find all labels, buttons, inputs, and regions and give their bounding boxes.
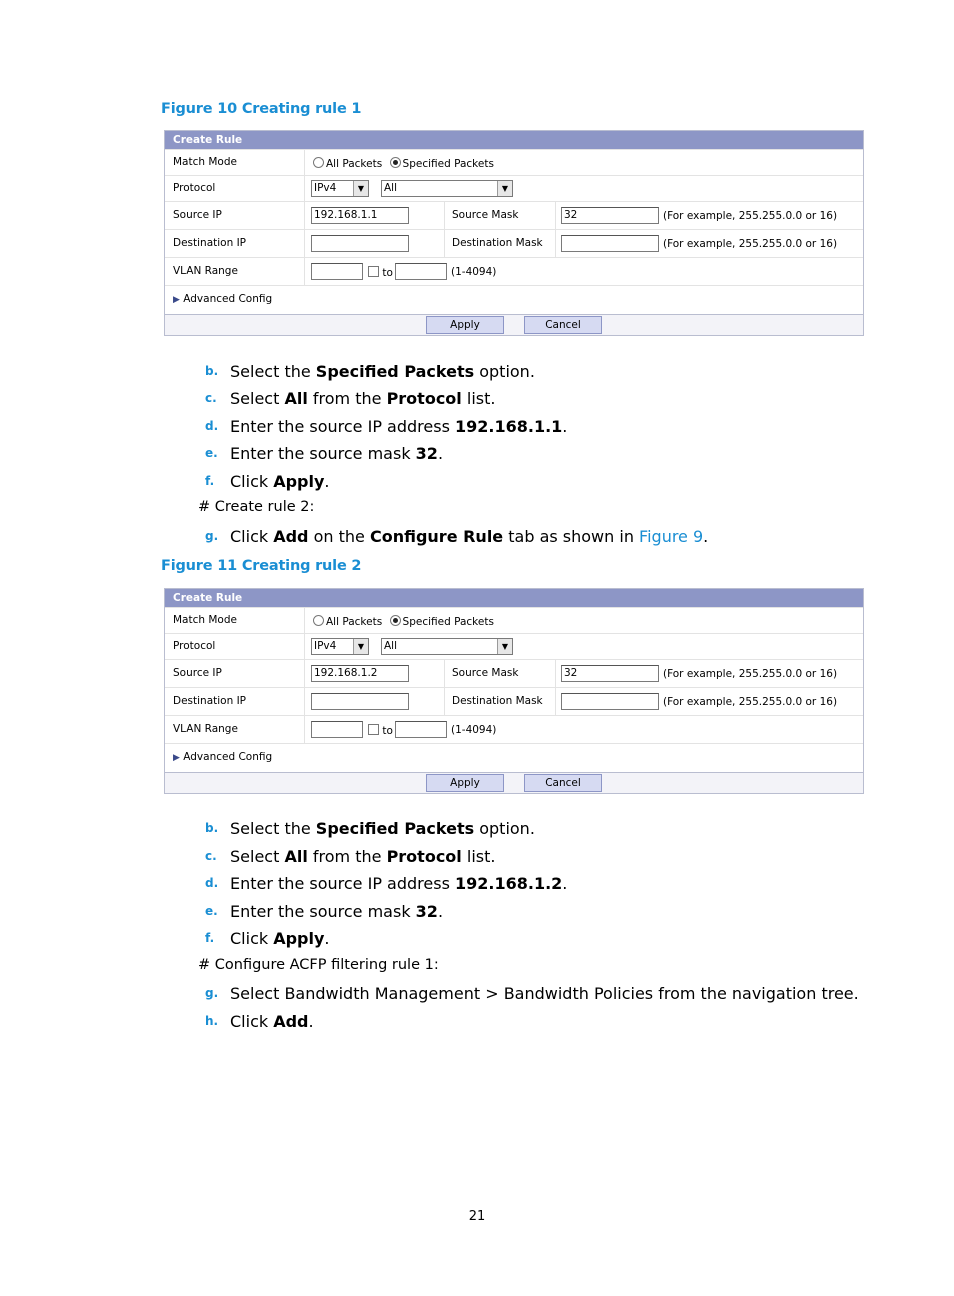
- source-mask-input[interactable]: 32: [561, 665, 659, 682]
- advanced-row: [165, 285, 863, 314]
- vlan-end-input[interactable]: [395, 263, 447, 280]
- source-row: [165, 201, 863, 229]
- destination-mask-input[interactable]: [561, 693, 659, 710]
- all-packets-radio[interactable]: [313, 157, 324, 168]
- note-text: # Create rule 2:: [198, 499, 315, 515]
- destination-row: [165, 229, 863, 257]
- chevron-down-icon: ▼: [497, 181, 512, 196]
- mask-hint: (For example, 255.255.0.0 or 16): [663, 238, 838, 250]
- all-packets-label: All Packets: [326, 616, 383, 628]
- button-bar: [165, 314, 863, 335]
- vlan-row: [165, 257, 863, 285]
- specified-packets-radio[interactable]: [390, 157, 401, 168]
- vlan-range-label: VLAN Range: [173, 723, 238, 735]
- source-mask-label: Source Mask: [452, 667, 519, 679]
- vlan-row: [165, 715, 863, 743]
- all-packets-label: All Packets: [326, 158, 383, 170]
- source-ip-input[interactable]: 192.168.1.1: [311, 207, 409, 224]
- triangle-right-icon: ▶: [173, 753, 180, 763]
- protocol-label: Protocol: [173, 640, 216, 652]
- figure-caption: Figure 11 Creating rule 2: [161, 558, 362, 574]
- panel-header: Create Rule: [165, 589, 863, 607]
- protocol-select[interactable]: IPv4 ▼: [311, 638, 369, 655]
- destination-row: [165, 687, 863, 715]
- figure-caption: Figure 10 Creating rule 1: [161, 101, 362, 117]
- match-mode-label: Match Mode: [173, 614, 237, 626]
- note-text: # Configure ACFP filtering rule 1:: [198, 957, 439, 973]
- triangle-right-icon: ▶: [173, 295, 180, 305]
- cancel-button[interactable]: Cancel: [524, 774, 602, 792]
- source-ip-label: Source IP: [173, 667, 222, 679]
- protocol-sub-select[interactable]: All ▼: [381, 638, 513, 655]
- match-mode-row: [165, 149, 863, 175]
- advanced-config-toggle[interactable]: ▶ Advanced Config: [173, 293, 273, 305]
- vlan-start-input[interactable]: [311, 721, 363, 738]
- destination-ip-input[interactable]: [311, 693, 409, 710]
- destination-mask-label: Destination Mask: [452, 237, 543, 249]
- source-ip-label: Source IP: [173, 209, 222, 221]
- protocol-sub-select[interactable]: All ▼: [381, 180, 513, 197]
- vlan-checkbox[interactable]: [368, 266, 379, 277]
- vlan-checkbox[interactable]: [368, 724, 379, 735]
- vlan-to-label: to: [382, 725, 393, 737]
- create-rule-panel: [164, 130, 864, 336]
- destination-mask-input[interactable]: [561, 235, 659, 252]
- vlan-hint: (1-4094): [451, 266, 497, 278]
- mask-hint: (For example, 255.255.0.0 or 16): [663, 210, 838, 222]
- vlan-hint: (1-4094): [451, 724, 497, 736]
- specified-packets-radio[interactable]: [390, 615, 401, 626]
- source-row: [165, 659, 863, 687]
- protocol-select[interactable]: IPv4 ▼: [311, 180, 369, 197]
- figure-link[interactable]: Figure 9: [639, 527, 704, 546]
- vlan-range-label: VLAN Range: [173, 265, 238, 277]
- protocol-row: [165, 633, 863, 659]
- specified-packets-label: Specified Packets: [402, 158, 494, 170]
- cancel-button[interactable]: Cancel: [524, 316, 602, 334]
- chevron-down-icon: ▼: [353, 181, 368, 196]
- all-packets-radio[interactable]: [313, 615, 324, 626]
- mask-hint: (For example, 255.255.0.0 or 16): [663, 696, 838, 708]
- apply-button[interactable]: Apply: [426, 774, 504, 792]
- protocol-row: [165, 175, 863, 201]
- create-rule-panel: [164, 588, 864, 794]
- source-mask-input[interactable]: 32: [561, 207, 659, 224]
- panel-header: Create Rule: [165, 131, 863, 149]
- advanced-row: [165, 743, 863, 772]
- chevron-down-icon: ▼: [497, 639, 512, 654]
- vlan-to-label: to: [382, 267, 393, 279]
- mask-hint: (For example, 255.255.0.0 or 16): [663, 668, 838, 680]
- apply-button[interactable]: Apply: [426, 316, 504, 334]
- match-mode-row: [165, 607, 863, 633]
- vlan-end-input[interactable]: [395, 721, 447, 738]
- source-mask-label: Source Mask: [452, 209, 519, 221]
- page-number: 21: [468, 1209, 486, 1224]
- button-bar: [165, 772, 863, 793]
- destination-ip-label: Destination IP: [173, 237, 247, 249]
- destination-ip-input[interactable]: [311, 235, 409, 252]
- match-mode-label: Match Mode: [173, 156, 237, 168]
- source-ip-input[interactable]: 192.168.1.2: [311, 665, 409, 682]
- destination-ip-label: Destination IP: [173, 695, 247, 707]
- advanced-config-toggle[interactable]: ▶ Advanced Config: [173, 751, 273, 763]
- vlan-start-input[interactable]: [311, 263, 363, 280]
- specified-packets-label: Specified Packets: [402, 616, 494, 628]
- chevron-down-icon: ▼: [353, 639, 368, 654]
- destination-mask-label: Destination Mask: [452, 695, 543, 707]
- protocol-label: Protocol: [173, 182, 216, 194]
